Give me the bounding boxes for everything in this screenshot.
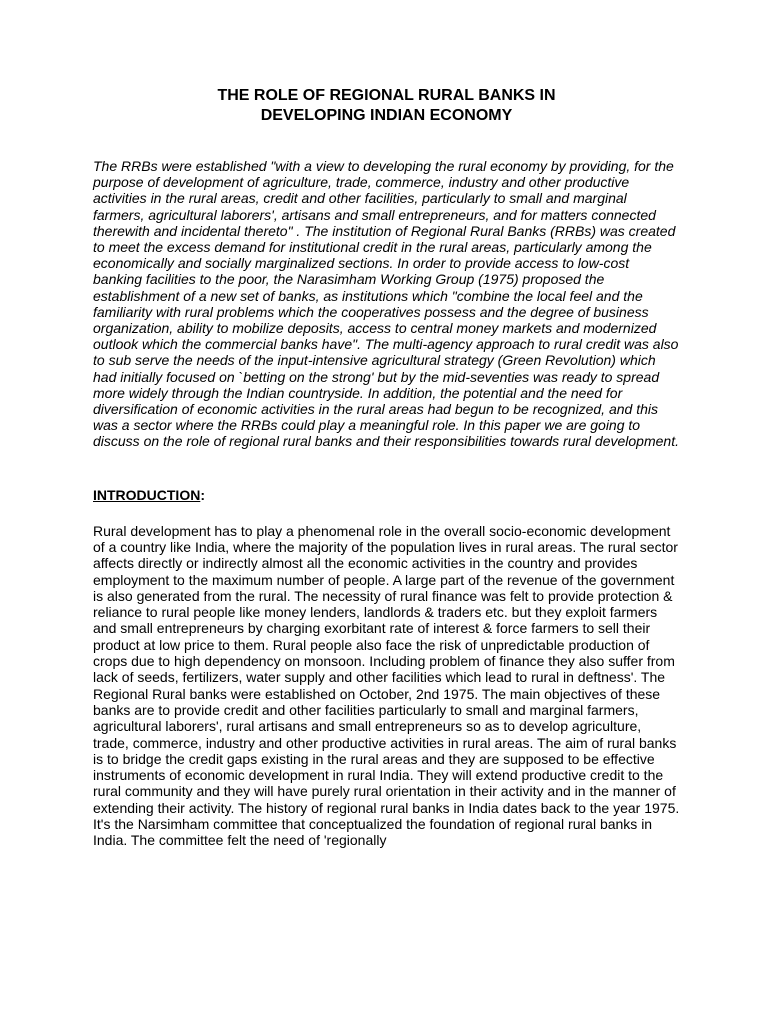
document-title — [93, 86, 680, 126]
introduction-heading-colon: : — [200, 486, 205, 503]
introduction-heading — [93, 487, 680, 503]
introduction-paragraph: Rural development has to play a phenomenal role in the overall socio-economic development of a country like India, where the majority of the population lives in rural areas. The rural sector affects directly or indirectly almost all the economic activities in the country and provides employment to the maximum number of people. A large part of the revenue of the government is also generated from the rural. The necessity of rural finance was felt to provide protection & reliance to rural people like money lenders, landlords & traders etc. but they exploit farmers and small entrepreneurs by charging exorbitant rate of interest & force farmers to sell their product at low price to them. Rural people also face the risk of unpredictable production of crops due to high dependency on monsoon. Including problem of finance they also suffer from lack of seeds, fertilizers, water supply and other facilities which lead to rural in deftness'. The Regional Rural banks were established on October, 2nd 1975. The main objectives of these banks are to provide credit and other facilities particularly to small and marginal farmers, agricultural laborers', rural artisans and small entrepreneurs so as to develop agriculture, trade, commerce, industry and other productive activities in rural areas. The aim of rural banks is to bridge the credit gaps existing in the rural areas and they are supposed to be effective instruments of economic development in rural India. They will extend productive credit to the rural community and they will have purely rural orientation in their activity and in the manner of extending their activity. The history of regional rural banks in India dates back to the year 1975. It's the Narsimham committee that conceptualized the foundation of regional rural banks in India. The committee felt the need of 'regionally — [93, 522, 680, 849]
title-line-2: DEVELOPING INDIAN ECONOMY — [260, 107, 513, 124]
abstract-paragraph: The RRBs were established "with a view to developing the rural economy by providing, for the purpose of development of agriculture, trade, commerce, industry and other productive activities in the rural areas, credit and other facilities, particularly to small and marginal farmers, agricultural laborers', artisans and small entrepreneurs, and for matters connected therewith and incidental thereto" . The institution of Regional Rural Banks (RRBs) was created to meet the excess demand for institutional credit in the rural areas, particularly among the economically and socially marginalized sections. In order to provide access to low-cost banking facilities to the poor, the Narasimham Working Group (1975) proposed the establishment of a new set of banks, as institutions which "combine the local feel and the familiarity with rural problems which the cooperatives possess and the degree of business organization, ability to mobilize deposits, access to central money markets and modernized outlook which the commercial banks have". The multi-agency approach to rural credit was also to sub serve the needs of the input-intensive agricultural strategy (Green Revolution) which had initially focused on `betting on the strong' but by the mid-seventies was ready to spread more widely through the Indian countryside. In addition, the potential and the need for diversification of economic activities in the rural areas had begun to be recognized, and this was a sector where the RRBs could play a meaningful role. In this paper we are going to discuss on the role of regional rural banks and their responsibilities towards rural development. — [93, 158, 679, 450]
introduction-heading-text: INTRODUCTION — [93, 486, 201, 503]
title-line-1: THE ROLE OF REGIONAL RURAL BANKS IN — [217, 87, 556, 104]
